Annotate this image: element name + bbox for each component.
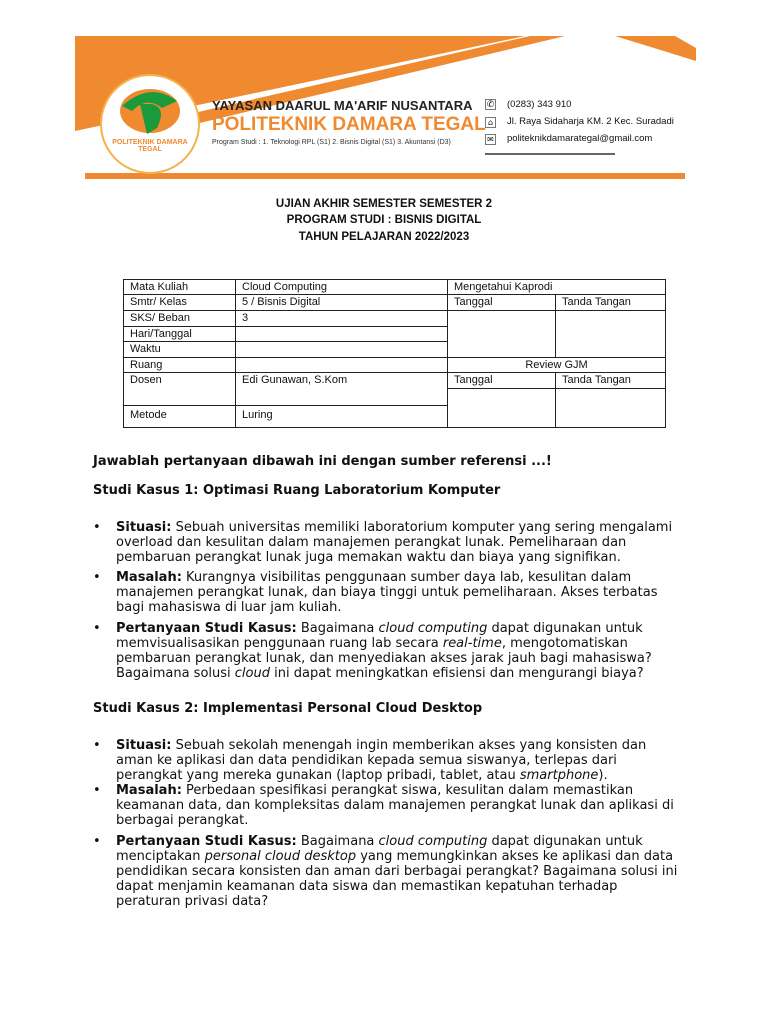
home-icon: ⌂ bbox=[485, 117, 496, 128]
label-metode: Metode bbox=[123, 405, 236, 428]
question-text: dapat digunakan untuk menciptakan bbox=[116, 834, 643, 864]
situation-label: Situasi: bbox=[116, 738, 172, 753]
problem-item bbox=[93, 783, 683, 828]
situation-label: Situasi: bbox=[116, 520, 172, 535]
label-dosen: Dosen bbox=[123, 372, 236, 406]
situation-text: ). bbox=[598, 768, 608, 783]
value-sks: 3 bbox=[235, 310, 448, 327]
value-hari-tanggal bbox=[235, 326, 448, 342]
questions bbox=[93, 454, 683, 929]
mail-icon: ✉ bbox=[485, 134, 496, 145]
problem-text: Kurangnya visibilitas penggunaan sumber daya lab, kesulitan dalam manajemen perangkat lunak, dan biaya tinggi untuk pemeliharaan. Akses terbatas bagi mahasiswa di luar jam kuliah. bbox=[116, 570, 658, 615]
problem-text: Perbedaan spesifikasi perangkat siswa, kesulitan dalam memastikan keamanan data, dan kompleksitas dalam manajemen perangkat lunak dan aplikasi di berbagai perangkat. bbox=[116, 783, 674, 828]
address: Jl. Raya Sidaharja KM. 2 Kec. Suradadi bbox=[507, 116, 674, 127]
kaprodi-tanda-tangan: Tanda Tangan bbox=[555, 294, 666, 311]
question-label: Pertanyaan Studi Kasus: bbox=[116, 621, 297, 636]
phone-icon: ✆ bbox=[486, 100, 495, 110]
question-text: dapat digunakan untuk memvisualisasikan penggunaan ruang lab secara bbox=[116, 621, 643, 651]
logo-emblem-icon bbox=[102, 76, 198, 172]
value-smtr-kelas: 5 / Bisnis Digital bbox=[235, 294, 448, 311]
label-smtr-kelas: Smtr/ Kelas bbox=[123, 294, 236, 311]
letterhead bbox=[75, 36, 696, 182]
kaprodi-tanggal: Tanggal bbox=[447, 294, 556, 311]
value-mata-kuliah: Cloud Computing bbox=[235, 279, 448, 295]
institution-name: POLITEKNIK DAMARA TEGAL bbox=[212, 114, 486, 135]
kaprodi-signature-field bbox=[555, 310, 666, 358]
label-mata-kuliah: Mata Kuliah bbox=[123, 279, 236, 295]
question-emphasis: cloud bbox=[234, 666, 270, 681]
problem-item bbox=[93, 570, 683, 615]
question-item bbox=[93, 621, 683, 681]
case-title: Studi Kasus 1: Optimasi Ruang Laboratorium Komputer bbox=[93, 483, 501, 498]
logo-text: POLITEKNIK DAMARA TEGAL bbox=[112, 139, 188, 153]
question-label: Pertanyaan Studi Kasus: bbox=[116, 834, 297, 849]
situation-item bbox=[93, 738, 683, 783]
kaprodi-header: Mengetahui Kaprodi bbox=[447, 279, 666, 295]
program-title: PROGRAM STUDI : BISNIS DIGITAL bbox=[286, 214, 482, 226]
gjm-signature-field bbox=[555, 388, 666, 428]
label-hari-tanggal: Hari/Tanggal bbox=[123, 326, 236, 342]
situation-text: Sebuah universitas memiliki laboratorium komputer yang sering mengalami overload dan kesulitan dalam manajemen perangkat lunak. Pemeliharaan dan pembaruan perangkat lunak juga memakan waktu dan biaya yang signifikan. bbox=[116, 520, 673, 565]
kaprodi-tanggal-field bbox=[447, 310, 556, 358]
question-text: Bagaimana bbox=[300, 834, 379, 849]
gjm-tanggal-field bbox=[447, 388, 556, 428]
logo bbox=[100, 74, 200, 174]
question-text: Bagaimana bbox=[300, 621, 379, 636]
label-sks: SKS/ Beban bbox=[123, 310, 236, 327]
question-emphasis: real-time bbox=[442, 636, 502, 651]
study-programs: Program Studi : 1. Teknologi RPL (S1) 2. Bisnis Digital (S1) 3. Akuntansi (D3) bbox=[212, 139, 451, 146]
problem-label: Masalah: bbox=[116, 783, 182, 798]
foundation-name: YAYASAN DAARUL MA'ARIF NUSANTARA bbox=[212, 98, 473, 113]
situation-item bbox=[93, 520, 683, 565]
value-metode: Luring bbox=[235, 405, 448, 428]
label-ruang: Ruang bbox=[123, 357, 236, 373]
question-emphasis: personal cloud desktop bbox=[204, 849, 357, 864]
email: politeknikdamarategal@gmail.com bbox=[507, 133, 653, 144]
case-title: Studi Kasus 2: Implementasi Personal Cloud Desktop bbox=[93, 701, 483, 716]
gjm-tanggal: Tanggal bbox=[447, 372, 556, 389]
value-waktu bbox=[235, 341, 448, 358]
case-2 bbox=[93, 701, 683, 909]
question-text: , mengotomatiskan pembaruan perangkat lunak, dan menyediakan akses jarak jauh bagi mahasiswa? Bagaimana solusi bbox=[116, 636, 652, 681]
review-gjm-header: Review GJM bbox=[447, 357, 666, 373]
year-title: TAHUN PELAJARAN 2022/2023 bbox=[298, 231, 470, 243]
question-emphasis: cloud computing bbox=[378, 834, 488, 849]
instruction: Jawablah pertanyaan dibawah ini dengan sumber referensi ...! bbox=[93, 454, 552, 469]
exam-title: UJIAN AKHIR SEMESTER SEMESTER 2 bbox=[275, 198, 493, 210]
value-ruang bbox=[235, 357, 448, 373]
case-1 bbox=[93, 483, 683, 681]
situation-text: Sebuah sekolah menengah ingin memberikan akses yang konsisten dan aman ke aplikasi dan data pendidikan kepada semua siswanya, terlepas dari perangkat yang mereka gunakan (laptop pribadi, tablet, atau bbox=[116, 738, 647, 783]
label-waktu: Waktu bbox=[123, 341, 236, 358]
question-text: ini dapat meningkatkan efisiensi dan mengurangi biaya? bbox=[270, 666, 644, 681]
problem-label: Masalah: bbox=[116, 570, 182, 585]
value-dosen: Edi Gunawan, S.Kom bbox=[235, 372, 448, 406]
situation-emphasis: smartphone bbox=[519, 768, 599, 783]
question-item bbox=[93, 834, 683, 909]
question-text: yang memungkinkan akses ke aplikasi dan data pendidikan secara konsisten dan aman dari berbagai perangkat? Bagaimana solusi ini dapat menjamin keamanan data siswa dan memastikan kepatuhan terhadap peraturan privasi data? bbox=[116, 849, 678, 909]
question-emphasis: cloud computing bbox=[378, 621, 488, 636]
phone-number: (0283) 343 910 bbox=[507, 99, 572, 110]
gjm-tanda-tangan: Tanda Tangan bbox=[555, 372, 666, 389]
